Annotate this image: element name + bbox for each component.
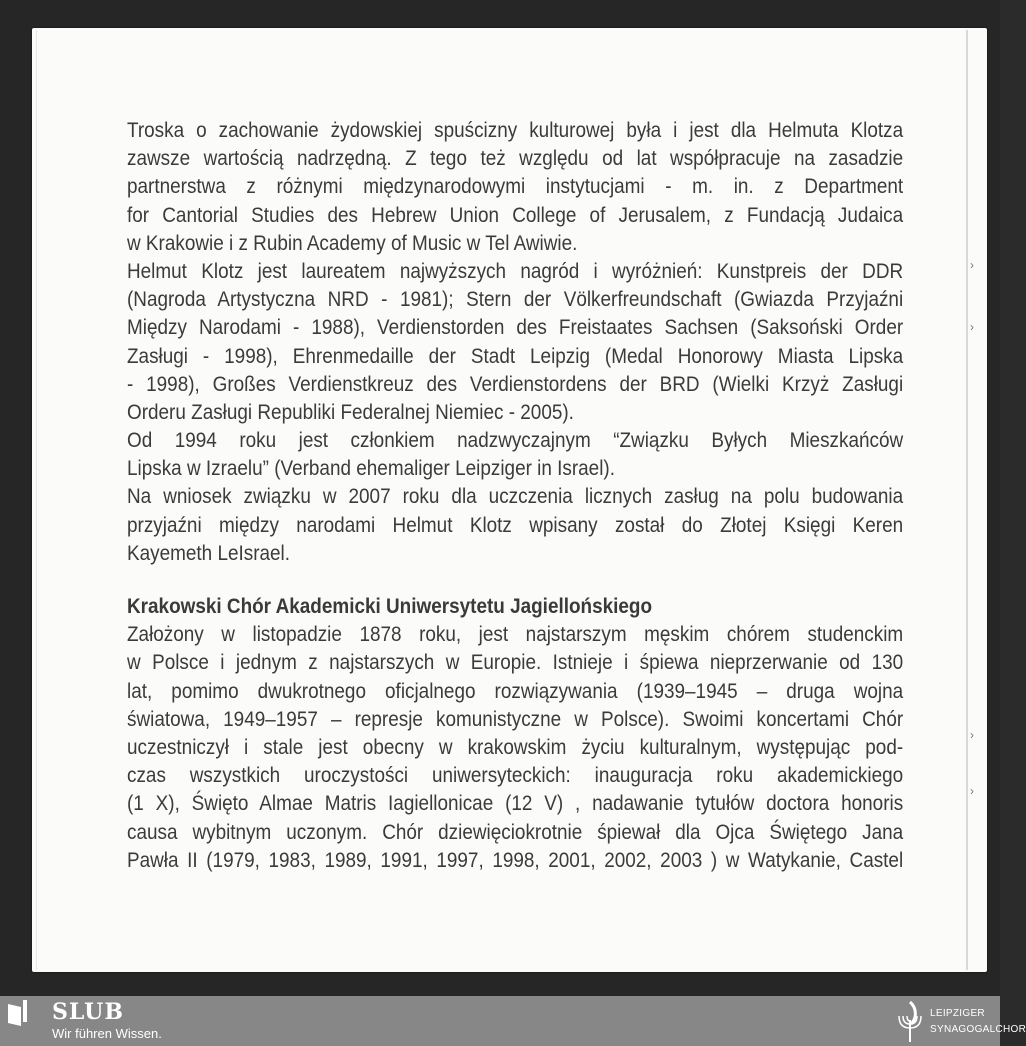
slub-logo-text: SLUB	[52, 999, 124, 1025]
partner-name-line2: SYNAGOGALCHOR	[930, 1024, 1026, 1035]
text-line: Kayemeth LeIsrael.	[127, 540, 291, 565]
slub-tagline: Wir führen Wissen.	[52, 1026, 162, 1041]
text-line: - 1998), Großes Verdienstkreuz des Verdienstordens der BRD (Wielki Krzyż Zasługi	[127, 371, 904, 396]
text-line: Zasługi - 1998), Ehrenmedaille der Stadt Leipzig (Medal Honorowy Miasta Lipska	[127, 343, 904, 368]
document-body	[127, 116, 903, 874]
text-line: Między Narodami - 1988), Verdienstorden des Freistaates Sachsen (Saksoński Order	[127, 315, 904, 340]
page-left-edge	[36, 30, 37, 970]
footer-bar	[0, 996, 1026, 1046]
text-line: przyjaźni między narodami Helmut Klotz wpisany został do Złotej Księgi Keren	[127, 512, 904, 537]
slub-book-icon	[8, 1000, 28, 1026]
text-line: uczestniczył i stale jest obecny w krakowskim życiu kulturalnym, występując pod-	[127, 734, 904, 759]
text-line: Od 1994 roku jest członkiem nadzwyczajnym “Związku Byłych Mieszkańców	[127, 428, 904, 453]
section-heading: Krakowski Chór Akademicki Uniwersytetu Jagiellońskiego	[127, 594, 653, 618]
text-line: zawsze wartością nadrzędną. Z tego też względu od lat współpracuje na zasadzie	[127, 146, 904, 171]
text-line: Lipska w Izraelu” (Verband ehemaliger Leipziger in Israel).	[127, 456, 615, 481]
text-line: (Nagroda Artystyczna NRD - 1981); Stern der Völkerfreundschaft (Gwiazda Przyjaźni	[127, 287, 904, 312]
text-line: Założony w listopadzie 1878 roku, jest najstarszym męskim chórem studenckim	[127, 622, 904, 647]
text-line: czas wszystkich uroczystości uniwersyteckich: inauguracja roku akademickiego	[127, 763, 904, 788]
text-line: w Krakowie i z Rubin Academy of Music w Tel Awiwie.	[127, 230, 578, 255]
text-line: Helmut Klotz jest laureatem najwyższych nagród i wyróżnień: Kunstpreis der DDR	[127, 258, 904, 283]
page-binding-edge	[966, 30, 968, 970]
text-line: for Cantorial Studies des Hebrew Union College of Jerusalem, z Fundacją Judaica	[127, 202, 904, 227]
binding-stitch-icon: ›	[970, 784, 974, 798]
binding-stitch-icon: ›	[970, 320, 974, 334]
text-line: Orderu Zasługi Republiki Federalnej Niemiec - 2005).	[127, 399, 574, 424]
text-line: (1 X), Święto Almae Matris Iagiellonicae (12 V) , nadawanie tytułów doctora honoris	[127, 791, 904, 816]
binding-stitch-icon: ›	[970, 728, 974, 742]
text-line: causa wybitnym uczonym. Chór dziewięciokrotnie śpiewał dla Ojca Świętego Jana	[127, 819, 904, 844]
text-line: Na wniosek związku w 2007 roku dla uczczenia licznych zasług na polu budowania	[127, 484, 904, 509]
text-line: Pawła II (1979, 1983, 1989, 1991, 1997, 1998, 2001, 2002, 2003 ) w Watykanie, Castel	[127, 847, 904, 872]
text-line: lat, pomimo dwukrotnego oficjalnego rozwiązywania (1939–1945 – druga wojna	[127, 678, 904, 703]
text-line: Troska o zachowanie żydowskiej spuścizny kulturowej była i jest dla Helmuta Klotza	[127, 118, 904, 142]
menorah-logo-icon	[895, 998, 925, 1044]
partner-logo-text	[930, 1006, 1026, 1038]
binding-stitch-icon: ›	[970, 258, 974, 272]
partner-name-line1: LEIPZIGER	[930, 1008, 985, 1019]
text-line: światowa, 1949–1957 – represje komunistyczne w Polsce). Swoimi koncertami Chór	[127, 706, 904, 731]
text-line: partnerstwa z różnymi międzynarodowymi instytucjami - m. in. z Department	[127, 174, 904, 199]
text-line: w Polsce i jednym z najstarszych w Europie. Istnieje i śpiewa nieprzerwanie od 130	[127, 650, 904, 675]
